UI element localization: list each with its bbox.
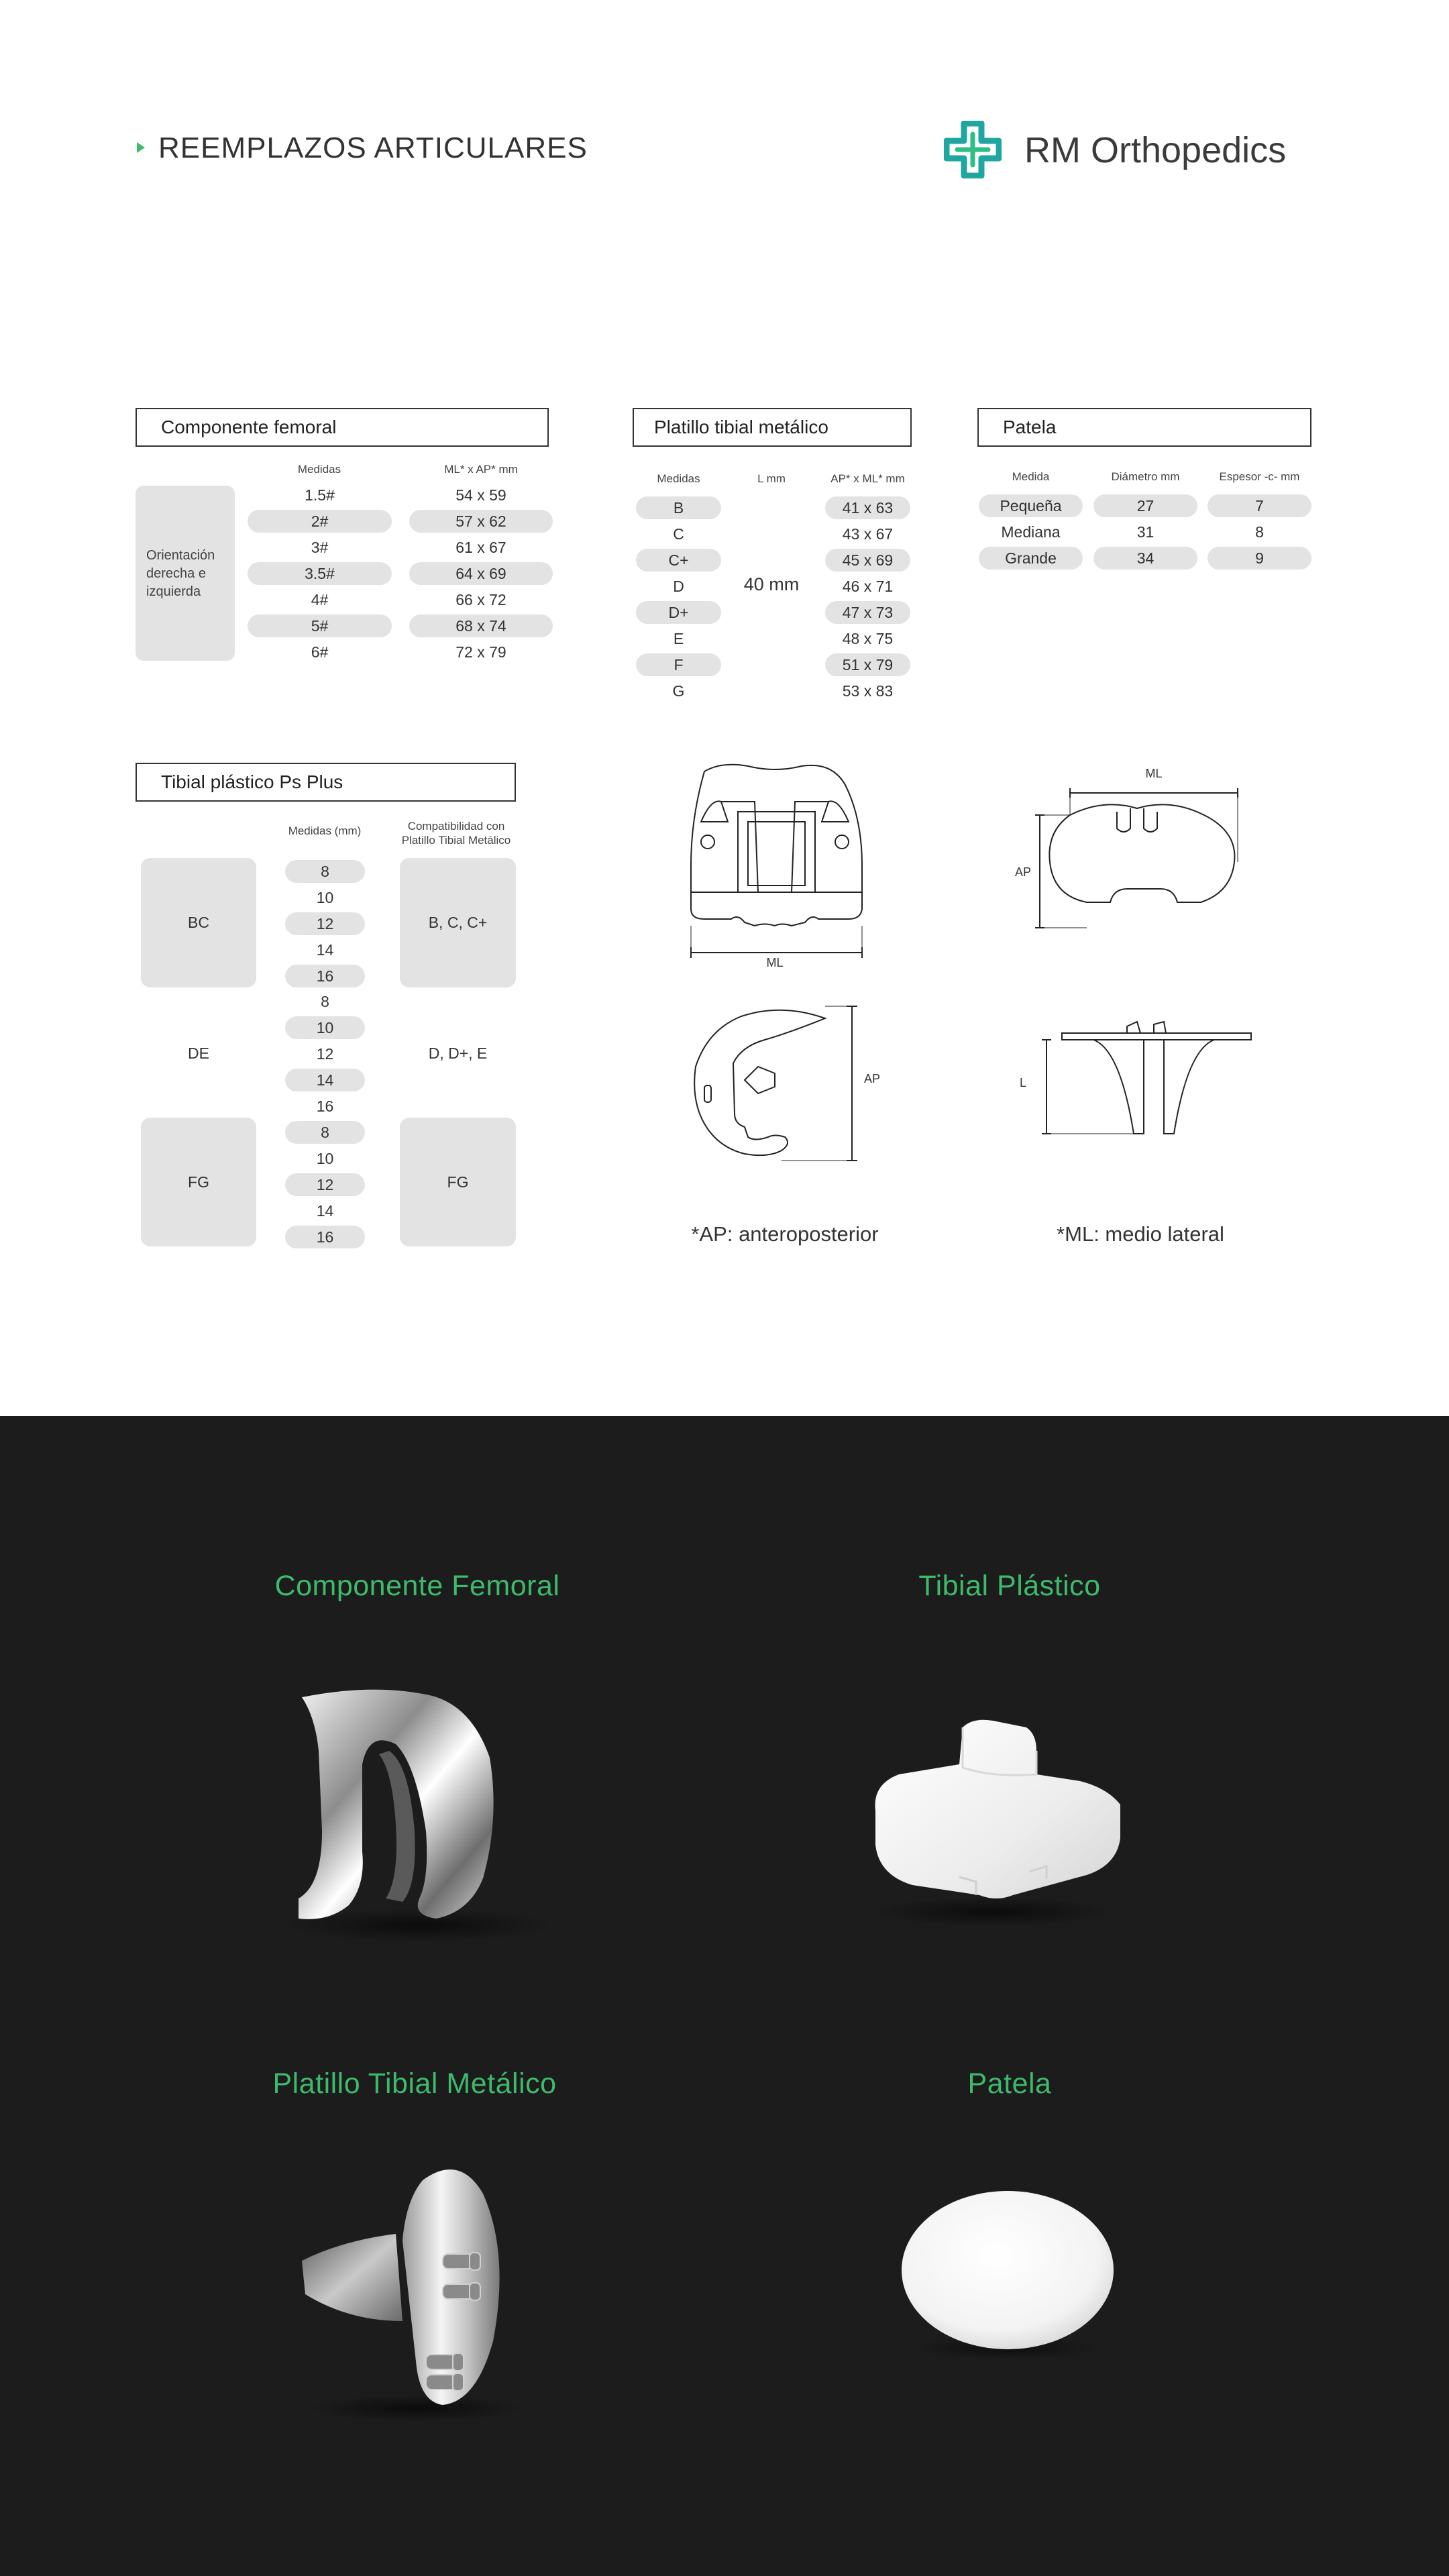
product-title-femoral: Componente Femoral: [274, 1570, 560, 1602]
tibial-size: 16: [316, 1228, 334, 1246]
tibial-size: 16: [316, 1097, 334, 1115]
platillo-size: D: [673, 578, 684, 595]
tibial-size: 12: [316, 1045, 334, 1063]
patela-diam: 27: [1136, 497, 1155, 515]
femoral-dims: 68 x 74: [455, 617, 506, 635]
patela-size: Pequeña: [1000, 497, 1062, 515]
patela-diam: 34: [1136, 549, 1155, 567]
femoral-dims: 61 x 67: [455, 539, 506, 556]
dim-label-ap: AP: [1014, 865, 1031, 879]
tibial-group-label: BC: [188, 914, 209, 931]
tibial-group-compat: D, D+, E: [428, 1044, 488, 1062]
patela-product-image: [892, 2180, 1120, 2368]
platillo-size: C+: [668, 551, 689, 569]
medical-cross-icon: [944, 121, 1002, 178]
tibial-col-sizes: Medidas (mm): [288, 824, 362, 837]
femoral-dims: 54 x 59: [455, 486, 506, 504]
femoral-size: 3#: [311, 539, 329, 556]
patela-top-diagram: [1030, 782, 1244, 929]
brand-logo: [944, 121, 1002, 178]
product-title-tibial: Tibial Plástico: [918, 1570, 1101, 1602]
femoral-product-image: [268, 1684, 570, 1952]
platillo-product-image: [282, 2160, 550, 2428]
femoral-side-label-2: derecha e: [146, 566, 206, 581]
tibial-size: 12: [316, 1176, 334, 1193]
femoral-size: 3.5#: [305, 565, 335, 582]
platillo-dims: 43 x 67: [842, 525, 894, 543]
tibial-size: 10: [316, 1019, 334, 1036]
tibial-size: 14: [316, 1071, 334, 1089]
dim-label-ml: ML: [1145, 767, 1163, 780]
tibial-group-label: FG: [188, 1173, 209, 1191]
patela-thick: 7: [1255, 497, 1264, 515]
tibial-size: 16: [316, 967, 334, 985]
femoral-size: 4#: [311, 591, 329, 608]
platillo-size: D+: [668, 604, 689, 621]
femoral-side-label-3: izquierda: [146, 584, 201, 599]
section-title: REEMPLAZOS ARTICULARES: [158, 131, 588, 164]
platillo-dims: 53 x 83: [842, 682, 894, 700]
platillo-dims: 47 x 73: [842, 604, 894, 621]
brand-name: RM Orthopedics: [1024, 130, 1287, 170]
dim-label-l: L: [1019, 1076, 1026, 1089]
femoral-front-diagram: [681, 758, 869, 979]
tibial-group-label: DE: [188, 1044, 209, 1062]
platillo-dims: 41 x 63: [842, 499, 894, 517]
patela-thick: 8: [1255, 523, 1264, 541]
tibial-col-compat-1: Compatibilidad con: [407, 820, 505, 833]
tibial-group-compat: B, C, C+: [428, 914, 488, 931]
femoral-side-label-1: Orientación: [146, 548, 215, 563]
femoral-table-title: Componente femoral: [136, 408, 549, 447]
note-ml: *ML: medio lateral: [1057, 1222, 1224, 1246]
tibial-size: 14: [316, 1202, 334, 1220]
platillo-side-diagram: [1020, 1010, 1261, 1144]
platillo-col-sizes: Medidas: [657, 472, 700, 485]
tibial-size: 8: [321, 993, 329, 1010]
femoral-dims: 64 x 69: [455, 565, 506, 582]
product-title-platillo: Platillo Tibial Metálico: [272, 2068, 557, 2100]
patela-table-title: Patela: [977, 408, 1311, 447]
tibial-col-compat-2: Platillo Tibial Metálico: [401, 834, 511, 847]
tibial-group-compat: FG: [447, 1173, 469, 1191]
platillo-col-dims: AP* x ML* mm: [830, 472, 905, 485]
tibial-size: 8: [321, 863, 329, 880]
platillo-dims: 45 x 69: [842, 551, 894, 569]
femoral-col-dims: ML* x AP* mm: [444, 463, 518, 476]
tibial-table-title: Tibial plástico Ps Plus: [136, 763, 516, 802]
tibial-size: 10: [316, 889, 334, 906]
platillo-dims: 48 x 75: [842, 630, 894, 647]
patela-thick: 9: [1255, 549, 1264, 567]
product-title-patela: Patela: [967, 2068, 1052, 2100]
platillo-size: B: [673, 499, 684, 517]
platillo-size: C: [673, 525, 684, 543]
patela-size: Grande: [1005, 549, 1057, 567]
femoral-size: 1.5#: [305, 486, 335, 504]
femoral-dims: 57 x 62: [455, 513, 506, 530]
dim-label-ap: AP: [863, 1072, 880, 1085]
platillo-l-value: 40 mm: [743, 574, 800, 594]
platillo-dims: 51 x 79: [842, 656, 894, 674]
platillo-dims: 46 x 71: [842, 578, 894, 595]
tibial-product-image: [859, 1711, 1140, 1939]
platillo-size: E: [673, 630, 684, 647]
patela-size: Mediana: [1001, 523, 1061, 541]
patela-col-thick: Espesor -c- mm: [1219, 470, 1300, 483]
platillo-table-title: Platillo tibial metálico: [633, 408, 912, 447]
tibial-size: 8: [321, 1124, 329, 1141]
note-ap: *AP: anteroposterior: [691, 1222, 879, 1246]
dim-label-ml: ML: [766, 956, 784, 969]
femoral-dims: 72 x 79: [455, 643, 506, 661]
tibial-size: 14: [316, 941, 334, 959]
femoral-side-diagram: [681, 1000, 862, 1167]
platillo-col-l: L mm: [757, 472, 786, 485]
patela-col-size: Medida: [1012, 470, 1050, 483]
femoral-size: 2#: [311, 513, 329, 530]
femoral-size: 5#: [311, 617, 329, 635]
tibial-size: 10: [316, 1150, 334, 1167]
tibial-size: 12: [316, 915, 334, 932]
platillo-size: F: [674, 656, 684, 674]
femoral-size: 6#: [311, 643, 329, 661]
femoral-dims: 66 x 72: [455, 591, 506, 608]
patela-diam: 31: [1136, 523, 1155, 541]
femoral-col-sizes: Medidas: [297, 463, 341, 476]
platillo-size: G: [672, 682, 685, 700]
section-bullet-icon: [137, 142, 145, 153]
patela-col-diam: Diámetro mm: [1111, 470, 1180, 483]
